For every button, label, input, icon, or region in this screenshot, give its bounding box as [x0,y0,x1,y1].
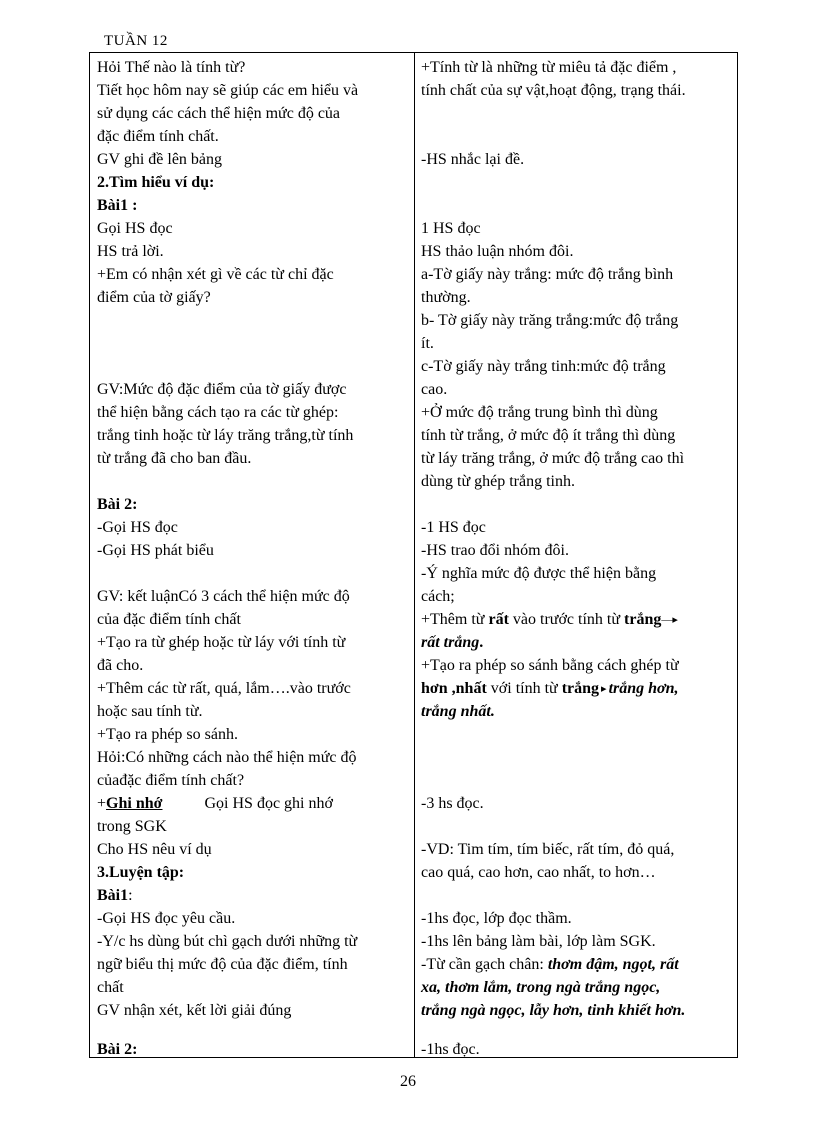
text-line: -Ý nghĩa mức độ được thể hiện bằng [421,565,657,582]
text-line: c-Tờ giấy này trắng tinh:mức độ trắng [421,358,666,375]
text-line: +Tạo ra từ ghép hoặc từ láy với tính từ [97,634,346,651]
text-line: cao quá, cao hơn, cao nhất, to hơn… [421,864,656,881]
colon: : [128,887,133,904]
add-word-line [421,608,678,631]
comparison-line [421,677,679,700]
text-line: trong SGK [97,818,167,835]
text-line: +Tạo ra phép so sánh bằng cách ghép từ [421,657,679,674]
text-line: -Gọi HS đọc yêu cầu. [97,910,236,927]
text-line: +Em có nhận xét gì về các từ chỉ đặc [97,266,334,283]
text-line: Cho HS nêu ví dụ [97,841,212,858]
text-line: GV:Mức độ đặc điểm của tờ giấy được [97,381,347,398]
text-line: +Tạo ra phép so sánh. [97,726,238,743]
text-line: đã cho. [97,657,144,674]
bold-word: hơn ,nhất [421,680,487,697]
text-line: HS thảo luận nhóm đôi. [421,243,574,260]
text-line: 1 HS đọc [421,220,481,237]
period: . [479,634,484,651]
page-number: 26 [400,1073,416,1090]
text-line: đặc điểm tính chất. [97,128,219,145]
text-line: -3 hs đọc. [421,795,484,812]
text-line: +Ở mức độ trắng trung bình thì dùng [421,404,658,421]
text-line: chất [97,979,124,996]
text-line: a-Tờ giấy này trắng: mức độ trắng bình [421,266,674,283]
text-segment: với tính từ [486,680,562,697]
text-line: b- Tờ giấy này trăng trắng:mức độ trắng [421,312,679,329]
text-line: trắng tinh hoặc từ láy trăng trắng,từ tính [97,427,354,444]
bold-word: rất [488,611,509,628]
text-segment: vào trước tính từ [508,611,625,628]
text-line: điểm của tờ giấy? [97,289,211,306]
exercise-heading-line [97,884,133,907]
text-line: -VD: Tim tím, tím biếc, rất tím, đỏ quá, [421,841,675,858]
text-line: ngữ biểu thị mức độ của đặc điểm, tính [97,956,348,973]
text-line: +Tính từ là những từ miêu tả đặc điểm , [421,59,677,76]
answer-phrase: thơm đậm, ngọt, rất [547,956,679,973]
exercise-heading: Bài 2: [97,496,138,513]
text-line: -1hs lên bảng làm bài, lớp làm SGK. [421,933,656,950]
example-line [421,631,483,654]
text-line: -Y/c hs dùng bút chì gạch dưới những từ [97,933,358,950]
text-line: Hỏi Thế nào là tính từ? [97,59,246,76]
exercise-heading: Bài 2: [97,1041,138,1058]
week-header: TUẦN 12 [104,33,168,49]
text-line: tính từ trắng, ở mức độ ít trắng thì dùng [421,427,676,444]
exercise-heading: Bài1 [97,887,129,904]
text-line: củađặc điểm tính chất? [97,772,245,789]
arrow-right-icon: ▸ [601,682,607,695]
ghi-nho-instruction: Gọi HS đọc ghi nhớ [204,795,333,812]
text-line: GV: kết luậnCó 3 cách thể hiện mức độ [97,588,350,605]
text-line: dùng từ ghép trắng tinh. [421,473,575,490]
text-line: -Gọi HS đọc [97,519,178,536]
text-line: thường. [421,289,471,306]
column-divider [414,53,415,1057]
ghi-nho-line [97,792,333,815]
answer-phrase: trắng ngà ngọc, lẫy hơn, tinh khiết hơn. [421,1002,686,1019]
section-heading: 2.Tìm hiểu ví dụ: [97,174,215,191]
bold-word: trắng [624,611,662,628]
text-line: -Gọi HS phát biểu [97,542,214,559]
text-segment: -Từ cần gạch chân: [421,956,548,973]
text-segment: +Thêm từ [421,611,489,628]
arrow-right-icon: —▸ [661,613,678,626]
text-line: từ láy trăng trắng, ở mức độ trắng cao thì [421,450,685,467]
text-line: tính chất của sự vật,hoạt động, trạng thái. [421,82,686,99]
text-line: cao. [421,381,448,398]
text-line: Gọi HS đọc [97,220,173,237]
answer-line [421,953,679,976]
text-line: -1 HS đọc [421,519,486,536]
text-line: Tiết học hôm nay sẽ giúp các em hiểu và [97,82,359,99]
text-line: ít. [421,335,434,352]
text-line: -1hs đọc, lớp đọc thầm. [421,910,572,927]
ghi-nho-label: Ghi nhớ [106,795,163,812]
lesson-table [89,52,738,1058]
example-phrase: trắng hơn, [608,680,679,697]
text-line: GV nhận xét, kết lời giải đúng [97,1002,292,1019]
section-heading: 3.Luyện tập: [97,864,185,881]
text-line: hoặc sau tính từ. [97,703,203,720]
example-phrase: trắng nhất. [421,703,495,720]
exercise-heading: Bài1 : [97,197,138,214]
text-line: HS trả lời. [97,243,164,260]
text-line: +Thêm các từ rất, quá, lắm….vào trước [97,680,351,697]
text-line: Hỏi:Có những cách nào thể hiện mức độ [97,749,357,766]
text-line: GV ghi đề lên bảng [97,151,223,168]
answer-phrase: xa, thơm lắm, trong ngà trắng ngọc, [421,979,661,996]
text-line: thể hiện bằng cách tạo ra các từ ghép: [97,404,339,421]
plus-sign: + [97,795,107,812]
bold-word: trắng [561,680,600,697]
text-line: -HS nhắc lại đề. [421,151,525,168]
text-line: sử dụng các cách thể hiện mức độ của [97,105,341,122]
example-phrase: rất trắng [421,634,480,651]
text-line: -HS trao đổi nhóm đôi. [421,542,569,559]
text-line: từ trắng đã cho ban đầu. [97,450,252,467]
text-line: của đặc điểm tính chất [97,611,241,628]
text-line: cách; [421,588,455,605]
text-line: -1hs đọc. [421,1041,480,1058]
